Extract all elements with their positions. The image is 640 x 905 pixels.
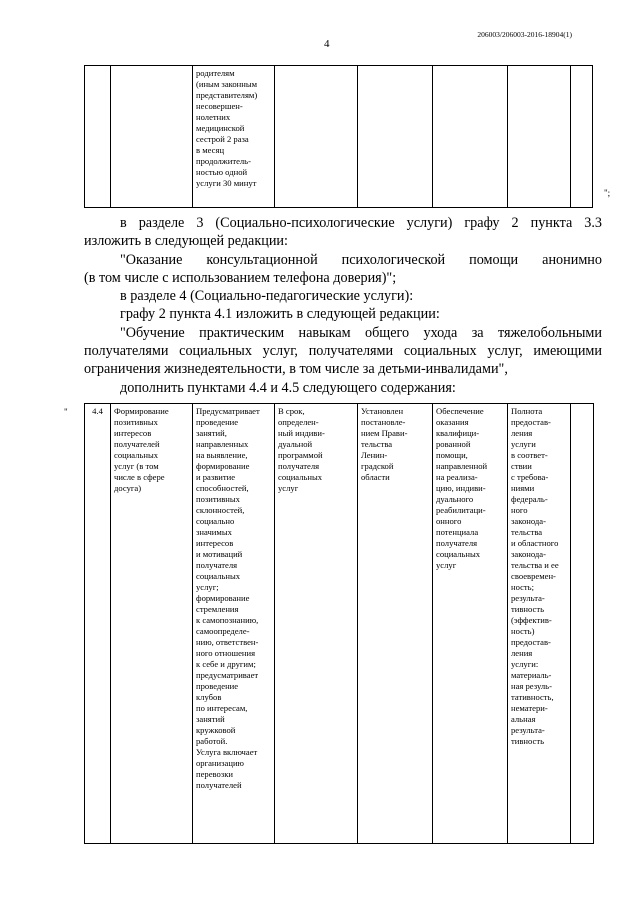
- cell-line: интересов: [114, 428, 152, 438]
- paragraph: "Обучение практическим навыкам общего ухода за тяжелобольными: [120, 324, 602, 341]
- cell-line: досуга): [114, 483, 142, 493]
- paragraph: дополнить пунктами 4.4 и 4.5 следующего содержания:: [120, 379, 456, 396]
- cell-line: реабилитаци-: [436, 505, 486, 515]
- cell-line: ствии: [511, 461, 532, 471]
- cell-line: склонностей,: [196, 505, 245, 515]
- cell-line: работой.: [196, 736, 228, 746]
- cell-line: ного: [511, 505, 528, 515]
- cell-line: Установлен: [361, 406, 404, 416]
- cell-line: (эффектив-: [511, 615, 552, 625]
- cell-line: предусматривает: [196, 670, 259, 680]
- cell-line: по интересам,: [196, 703, 248, 713]
- cell-line: и развитие: [196, 472, 236, 482]
- cell-line: результа-: [511, 725, 545, 735]
- table-cell: [571, 404, 594, 844]
- paragraph: в разделе 3 (Социально-психологические услуги) графу 2 пункта 3.3: [120, 215, 602, 231]
- table-cell: [85, 66, 111, 208]
- cell-line: стремления: [196, 604, 239, 614]
- cell-line: сестрой 2 раза: [196, 134, 249, 144]
- cell-line: ного отношения: [196, 648, 256, 658]
- cell-line: услуг (в том: [114, 461, 159, 471]
- cell-line: материаль-: [511, 670, 552, 680]
- paragraph: ограничения жизнедеятельности, в том числе за детьми-инвалидами",: [84, 361, 508, 378]
- service-quality-cell: [508, 404, 571, 844]
- cell-line: направленных: [196, 439, 249, 449]
- table-cell: [111, 66, 193, 208]
- table-cell: [193, 66, 275, 208]
- cell-line: и областного: [511, 538, 559, 548]
- table-row: [85, 66, 593, 208]
- cell-line: и мотиваций: [196, 549, 243, 559]
- paragraph: получателями социальных услуг, получателями социальных услуг, имеющими: [84, 343, 602, 360]
- cell-line: позитивных: [114, 417, 158, 427]
- cell-line: услуг;: [196, 582, 219, 592]
- cell-line: получателей: [114, 439, 160, 449]
- cell-line: (иным законным: [196, 79, 258, 89]
- cell-line: самоопределе-: [196, 626, 250, 636]
- cell-line: представителям): [196, 90, 258, 100]
- cell-line: квалифици-: [436, 428, 480, 438]
- cell-line: получателя: [436, 538, 478, 548]
- cell-line: ный индиви-: [278, 428, 325, 438]
- cell-line: дуального: [436, 494, 474, 504]
- opening-quote: ": [64, 407, 68, 417]
- closing-quote: ";: [604, 188, 611, 198]
- cell-line: тивность: [511, 736, 545, 746]
- paragraph: изложить в следующей редакции:: [84, 233, 288, 250]
- cell-line: ления: [511, 428, 533, 438]
- cell-line: области: [361, 472, 390, 482]
- cell-line: предостав-: [511, 417, 551, 427]
- cell-line: значимых: [196, 527, 232, 537]
- cell-line: ления: [511, 648, 533, 658]
- cell-line: тативность,: [511, 692, 554, 702]
- top-table-fragment: [84, 65, 593, 208]
- cell-line: предостав-: [511, 637, 551, 647]
- cell-line: клубов: [196, 692, 222, 702]
- page-number: 4: [324, 38, 330, 50]
- cell-line: занятий: [196, 714, 225, 724]
- cell-line: нию, ответствен-: [196, 637, 259, 647]
- cell-line: кружковой: [196, 725, 236, 735]
- cell-line: организацию: [196, 758, 244, 768]
- cell-line: результа-: [511, 593, 545, 603]
- cell-line: медицинской: [196, 123, 245, 133]
- cell-line: к себе и другим;: [196, 659, 256, 669]
- cell-line: тельства и ее: [511, 560, 559, 570]
- item-number: 4.4: [85, 404, 111, 844]
- cell-line: определен-: [278, 417, 319, 427]
- cell-line: социальных: [278, 472, 323, 482]
- cell-line: в месяц: [196, 145, 225, 155]
- cell-line: направленной: [436, 461, 488, 471]
- cell-line: родителям: [196, 68, 235, 78]
- cell-line: федераль-: [511, 494, 548, 504]
- cell-line: услуги:: [511, 659, 539, 669]
- table-cell: [508, 66, 571, 208]
- cell-line: социально: [196, 516, 235, 526]
- cell-line: ность;: [511, 582, 534, 592]
- cell-line: программой: [278, 450, 323, 460]
- amendment-text: [84, 214, 602, 397]
- cell-line: социальных: [436, 549, 481, 559]
- document-id: 206003/206003-2016-18904(1): [477, 30, 572, 39]
- cell-line: ностью одной: [196, 167, 248, 177]
- cell-line: в соответ-: [511, 450, 548, 460]
- cell-line: Полнота: [511, 406, 543, 416]
- cell-line: ная резуль-: [511, 681, 552, 691]
- cell-line: социальных: [196, 571, 241, 581]
- cell-line: законода-: [511, 549, 546, 559]
- cell-line: ниями: [511, 483, 535, 493]
- cell-line: на выявление,: [196, 450, 248, 460]
- cell-line: получателей: [196, 780, 242, 790]
- services-table: [84, 403, 594, 844]
- cell-line: перевозки: [196, 769, 233, 779]
- cell-line: формирование: [196, 593, 250, 603]
- cell-line: несовершен-: [196, 101, 243, 111]
- cell-line: формирование: [196, 461, 250, 471]
- cell-line: интересов: [196, 538, 234, 548]
- cell-line: Обеспечение: [436, 406, 484, 416]
- cell-line: В срок,: [278, 406, 305, 416]
- cell-line: позитивных: [196, 494, 240, 504]
- cell-line: оказания: [436, 417, 469, 427]
- service-name-cell: [111, 404, 193, 844]
- table-cell: [358, 66, 433, 208]
- cell-line: проведение: [196, 417, 239, 427]
- service-description-cell: [193, 404, 275, 844]
- paragraph: (в том числе с использованием телефона доверия)";: [84, 269, 397, 286]
- cell-line: услуг: [436, 560, 457, 570]
- cell-line: числе в сфере: [114, 472, 165, 482]
- service-term-cell: [275, 404, 358, 844]
- cell-line: Ленин-: [361, 450, 388, 460]
- table-cell: [275, 66, 358, 208]
- cell-line: нематери-: [511, 703, 548, 713]
- cell-line: альная: [511, 714, 536, 724]
- cell-line: своевремен-: [511, 571, 556, 581]
- cell-line: онного: [436, 516, 462, 526]
- cell-line: тивность: [511, 604, 545, 614]
- cell-line: тельства: [361, 439, 393, 449]
- cell-line: цию, индиви-: [436, 483, 486, 493]
- paragraph: "Оказание консультационной психологической помощи анонимно: [120, 251, 602, 268]
- cell-line: проведение: [196, 681, 239, 691]
- cell-line: продолжитель-: [196, 156, 251, 166]
- table-cell: [571, 66, 593, 208]
- cell-line: услуги: [511, 439, 536, 449]
- service-conditions-cell: [433, 404, 508, 844]
- cell-line: социальных: [114, 450, 159, 460]
- cell-line: получателя: [278, 461, 320, 471]
- cell-line: рованной: [436, 439, 471, 449]
- cell-line: на реализа-: [436, 472, 478, 482]
- cell-line: способностей,: [196, 483, 249, 493]
- cell-line: помощи,: [436, 450, 468, 460]
- paragraph: в разделе 4 (Социально-педагогические услуги):: [120, 288, 414, 305]
- cell-line: Услуга включает: [196, 747, 258, 757]
- cell-line: Формирование: [114, 406, 169, 416]
- cell-line: занятий,: [196, 428, 227, 438]
- cell-line: с требова-: [511, 472, 549, 482]
- table-row: [85, 404, 594, 844]
- cell-line: дуальной: [278, 439, 313, 449]
- cell-line: законода-: [511, 516, 546, 526]
- cell-line: нием Прави-: [361, 428, 408, 438]
- cell-line: Предусматривает: [196, 406, 260, 416]
- cell-line: получателя: [196, 560, 238, 570]
- cell-line: нолетних: [196, 112, 231, 122]
- service-rate-cell: [358, 404, 433, 844]
- cell-line: к самопознанию,: [196, 615, 259, 625]
- paragraph: графу 2 пункта 4.1 изложить в следующей редакции:: [120, 306, 440, 323]
- cell-line: услуг: [278, 483, 299, 493]
- cell-line: тельства: [511, 527, 543, 537]
- cell-line: услуги 30 минут: [196, 178, 257, 188]
- cell-line: ность): [511, 626, 535, 636]
- cell-line: потенциала: [436, 527, 479, 537]
- table-cell: [433, 66, 508, 208]
- cell-line: градской: [361, 461, 394, 471]
- cell-line: постановле-: [361, 417, 406, 427]
